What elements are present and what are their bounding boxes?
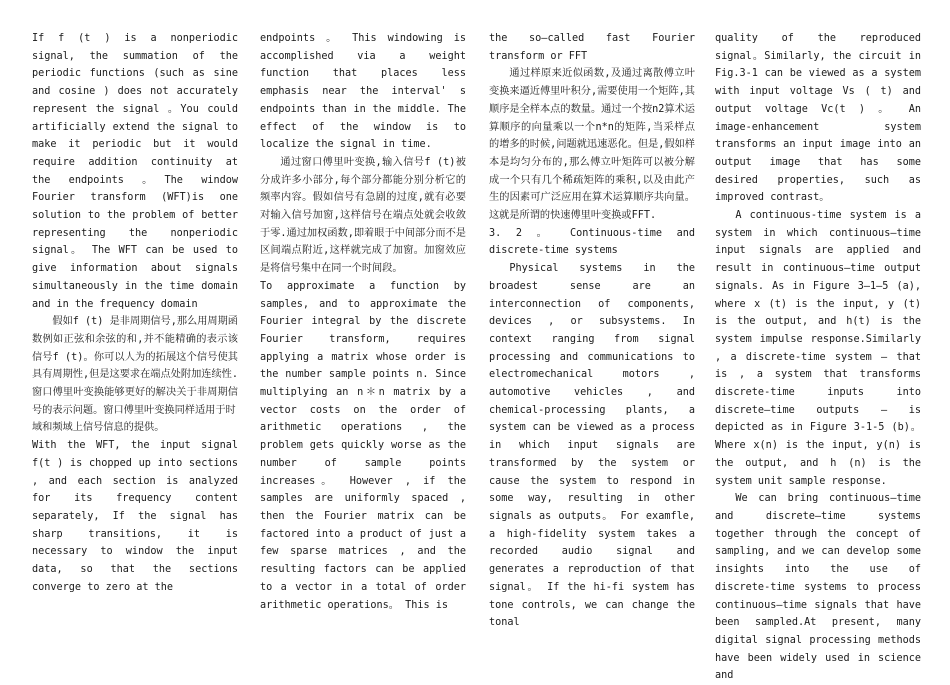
paragraph-chinese-continuation: 域和频域上信号信息的提供。 [32,422,165,434]
section-heading-systems: 3. 2 。 Continuous-time and discrete-time systems [489,227,695,257]
paragraph-system-examples: quality of the reproduced signal。Similarly, the circuit in Fig.3-1 can be viewed as a system with input voltage Vs ( t) and output voltage Vc(t ) 。 An image-enhancement system transforms an input image into an output image that has some desired properties, such as improved contrast。 [715,33,921,204]
paragraph-windowing-continued: endpoints 。 This windowing is accomplished via a weight function that places less emphasis near the interval' s endpoints than in the middle. The effect of the window is to localize the signal in time. [260,33,466,151]
paragraph-wft-intro-chinese: 假如f (t) 是非周期信号,那么用周期函数例如正弦和余弦的和,并不能精确的表示该信号f (t)。你可以人为的拓展这个信号使其具有周期性,但是这要求在端点处附加连续性.窗口傅里叶变换能够更好的解决关于非周期信号的表示问题。窗口傅里叶变换同样适用于时 [32,316,238,416]
paragraph-sampling: We can bring continuous—time and discrete—time systems together through the concept of sampling, and we can develop some insights into the use of discrete-time systems to process continuous—time signals that have been sampled.At present, many digital signal processing methods have been widely used in science and [715,493,921,682]
paragraph-wft-intro: If f (t ) is a nonperiodic signal, the summation of the periodic functions (such as sine and cosine ) does not accurately represent the signal 。You could artificially extend the signal to make it periodic but it would require addition continuity at the endpoints 。The window Fourier transform (WFT)is one solution to the problem of better representing the nonperiodic signal。 The WFT can be used to give information about signals simultaneously in the time domain and in the frequency domain [32,33,238,310]
paragraph-fft-chinese: 通过样原来近似函数,及通过离散傅立叶变换来逼近傅里叶积分,需要使用一个矩阵,其顺序是全样本点的数量。通过一个按n2算术运算顺序的向量乘以一个n*n的矩阵,当采样点的增多的时候,问题就迅速恶化。但是,假如样本是均匀分布的,那么傅立叶矩阵可以被分解成一个只有几个稀疏矩阵的乘积,以及由此产生的因素可广泛应用在算术运算顺序共向量。这就是所谓的快速傅里叶变换或FFT. [489,68,695,222]
text-column-2 [260,30,466,666]
paragraph-physical-systems: Physical systems in the broadest sense are an interconnection of components, devices , or subsystems. In context ranging from signal processing and communications to electromechanical motors , automotive vehicles , and chemical-processing plants, a system can be viewed as a process in which input signals are transformed by the system or cause the system to respond in some way, resulting in other signals as outputs。 For examfle, a high-fidelity system takes a recorded audio signal and generates a reproduction of that signal。 If the hi-fi system has tone controls, we can change the tonal [489,263,695,629]
paragraph-windowing-chinese: 通过窗口傅里叶变换,输入信号f (t)被分成许多小部分,每个部分都能分别分析它的频率内容。假如信号有急剧的过度,就有必要对输入信号加窗,这样信号在端点处就会收敛于零.通过加权函数,即着眼于中间部分而不是区间端点附近,这样就完成了加窗。加窗效应是将信号集中在同一个时间段。 [260,156,466,275]
text-column-1 [32,30,238,666]
paragraph-wft-windowing: With the WFT, the input signal f(t ) is chopped up into sections , and each section is analyzed for its frequency content separately, If the signal has sharp transitions, it is necessary to window the input data, so that the sections converge to zero at the [32,440,238,593]
text-column-4 [715,30,921,682]
paragraph-fft-continued: the so—called fast Fourier transform or FFT [489,33,695,62]
text-column-3 [489,30,695,666]
paragraph-fft-intro: To approximate a function by samples, and to approximate the Fourier integral by the discrete Fourier transform, requires applying a matrix whose order is the number sample points n. Since multiplying an n＊n matrix by a vector costs on the order of arithmetic operations , the problem gets quickly worse as the number of sample points increases。 However , if the samples are uniformly spaced , then the Fourier matrix can be factored into a product of just a few sparse matrices , and the resulting factors can be applied to a vector in a total of order arithmetic operations。 This is [260,280,466,611]
paragraph-continuous-discrete: A continuous-time system is a system in which continuous—time input signals are applied and result in continuous—time output signals. As in Figure 3—1—5 (a), where x (t) is the input, y (t) is the output, and h(t) is the system impulse response.Similarly , a discrete-time system — that is , a system that transforms discrete-time inputs into discrete—time outputs — is depicted as in Figure 3-1-5 (b)。 Where x(n) is the input, y(n) is the output, and h (n) is the system unit sample response. [715,210,921,487]
